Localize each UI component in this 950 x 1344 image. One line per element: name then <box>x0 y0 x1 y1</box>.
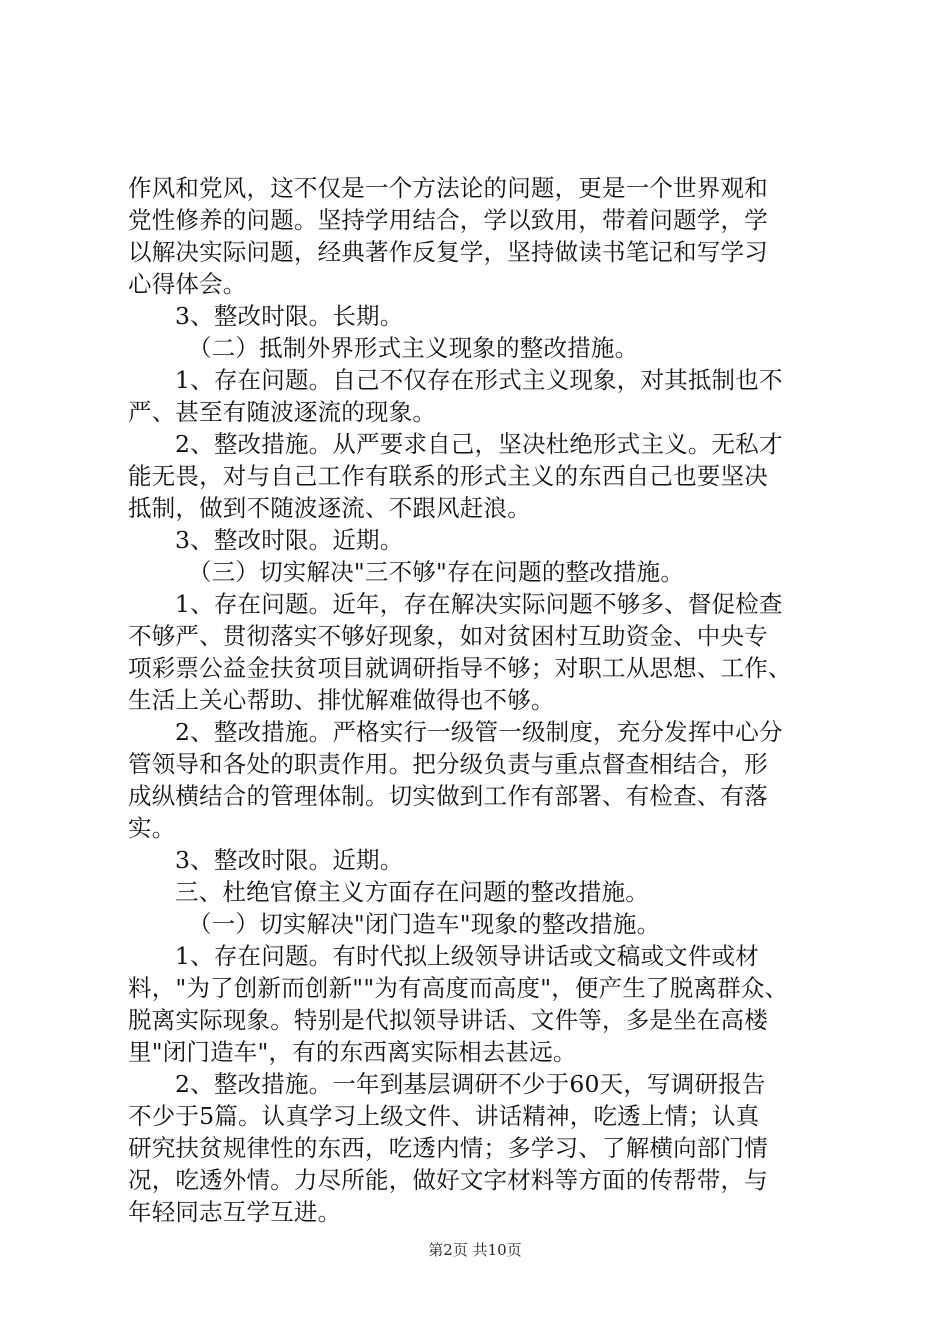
body-line: 项彩票公益金扶贫项目就调研指导不够；对职工从思想、工作、 <box>128 654 792 682</box>
body-line: 1、存在问题。有时代拟上级领导讲话或文稿或文件或材 <box>175 942 759 970</box>
section-heading: 三、杜绝官僚主义方面存在问题的整改措施。 <box>175 878 649 906</box>
body-line: 脱离实际现象。特别是代拟领导讲话、文件等，多是坐在高楼 <box>128 1006 768 1034</box>
body-line: 不少于5篇。认真学习上级文件、讲话精神，吃透上情；认真 <box>128 1102 760 1130</box>
body-line: 实。 <box>128 814 176 842</box>
body-line: 1、存在问题。自己不仅存在形式主义现象，对其抵制也不 <box>175 366 783 394</box>
body-line: 2、整改措施。严格实行一级管一级制度，充分发挥中心分 <box>175 718 783 746</box>
body-line: 严、甚至有随波逐流的现象。 <box>128 398 437 426</box>
body-line: 况，吃透外情。力尽所能，做好文字材料等方面的传帮带，与 <box>128 1166 768 1194</box>
body-line: 党性修养的问题。坚持学用结合，学以致用，带着问题学，学 <box>128 206 768 234</box>
body-line: 成纵横结合的管理体制。切实做到工作有部署、有检查、有落 <box>128 782 768 810</box>
body-line: 1、存在问题。近年，存在解决实际问题不够多、督促检查 <box>175 590 783 618</box>
body-line: 2、整改措施。从严要求自己，坚决杜绝形式主义。无私才 <box>175 430 783 458</box>
document-body <box>128 172 828 1228</box>
body-line: 3、整改时限。近期。 <box>175 526 404 554</box>
section-heading: （三）切实解决"三不够"存在问题的整改措施。 <box>188 558 685 586</box>
body-line: 能无畏，对与自己工作有联系的形式主义的东西自己也要坚决 <box>128 462 768 490</box>
page-footer: 第2页 共10页 <box>428 1241 522 1259</box>
body-line: 管领导和各处的职责作用。把分级负责与重点督查相结合，形 <box>128 750 768 778</box>
body-line: 生活上关心帮助、排忧解难做得也不够。 <box>128 686 555 714</box>
body-line: 料，"为了创新而创新""为有高度而高度"，便产生了脱离群众、 <box>128 974 789 1002</box>
body-line: 抵制，做到不随波逐流、不跟风赶浪。 <box>128 494 531 522</box>
body-line: 3、整改时限。近期。 <box>175 846 404 874</box>
body-line: 心得体会。 <box>128 270 247 298</box>
section-heading: （一）切实解决"闭门造车"现象的整改措施。 <box>188 910 661 938</box>
body-line: 3、整改时限。长期。 <box>175 302 404 330</box>
body-line: 里"闭门造车"，有的东西离实际相去甚远。 <box>128 1038 577 1066</box>
section-heading: （二）抵制外界形式主义现象的整改措施。 <box>188 334 639 362</box>
body-line: 不够严、贯彻落实不够好现象，如对贫困村互助资金、中央专 <box>128 622 768 650</box>
body-line: 研究扶贫规律性的东西，吃透内情；多学习、了解横向部门情 <box>128 1134 768 1162</box>
body-line: 年轻同志互学互进。 <box>128 1198 342 1226</box>
body-line: 以解决实际问题，经典著作反复学，坚持做读书笔记和写学习 <box>128 238 768 266</box>
body-line: 作风和党风，这不仅是一个方法论的问题，更是一个世界观和 <box>128 174 768 202</box>
body-line: 2、整改措施。一年到基层调研不少于60天，写调研报告 <box>175 1070 766 1098</box>
